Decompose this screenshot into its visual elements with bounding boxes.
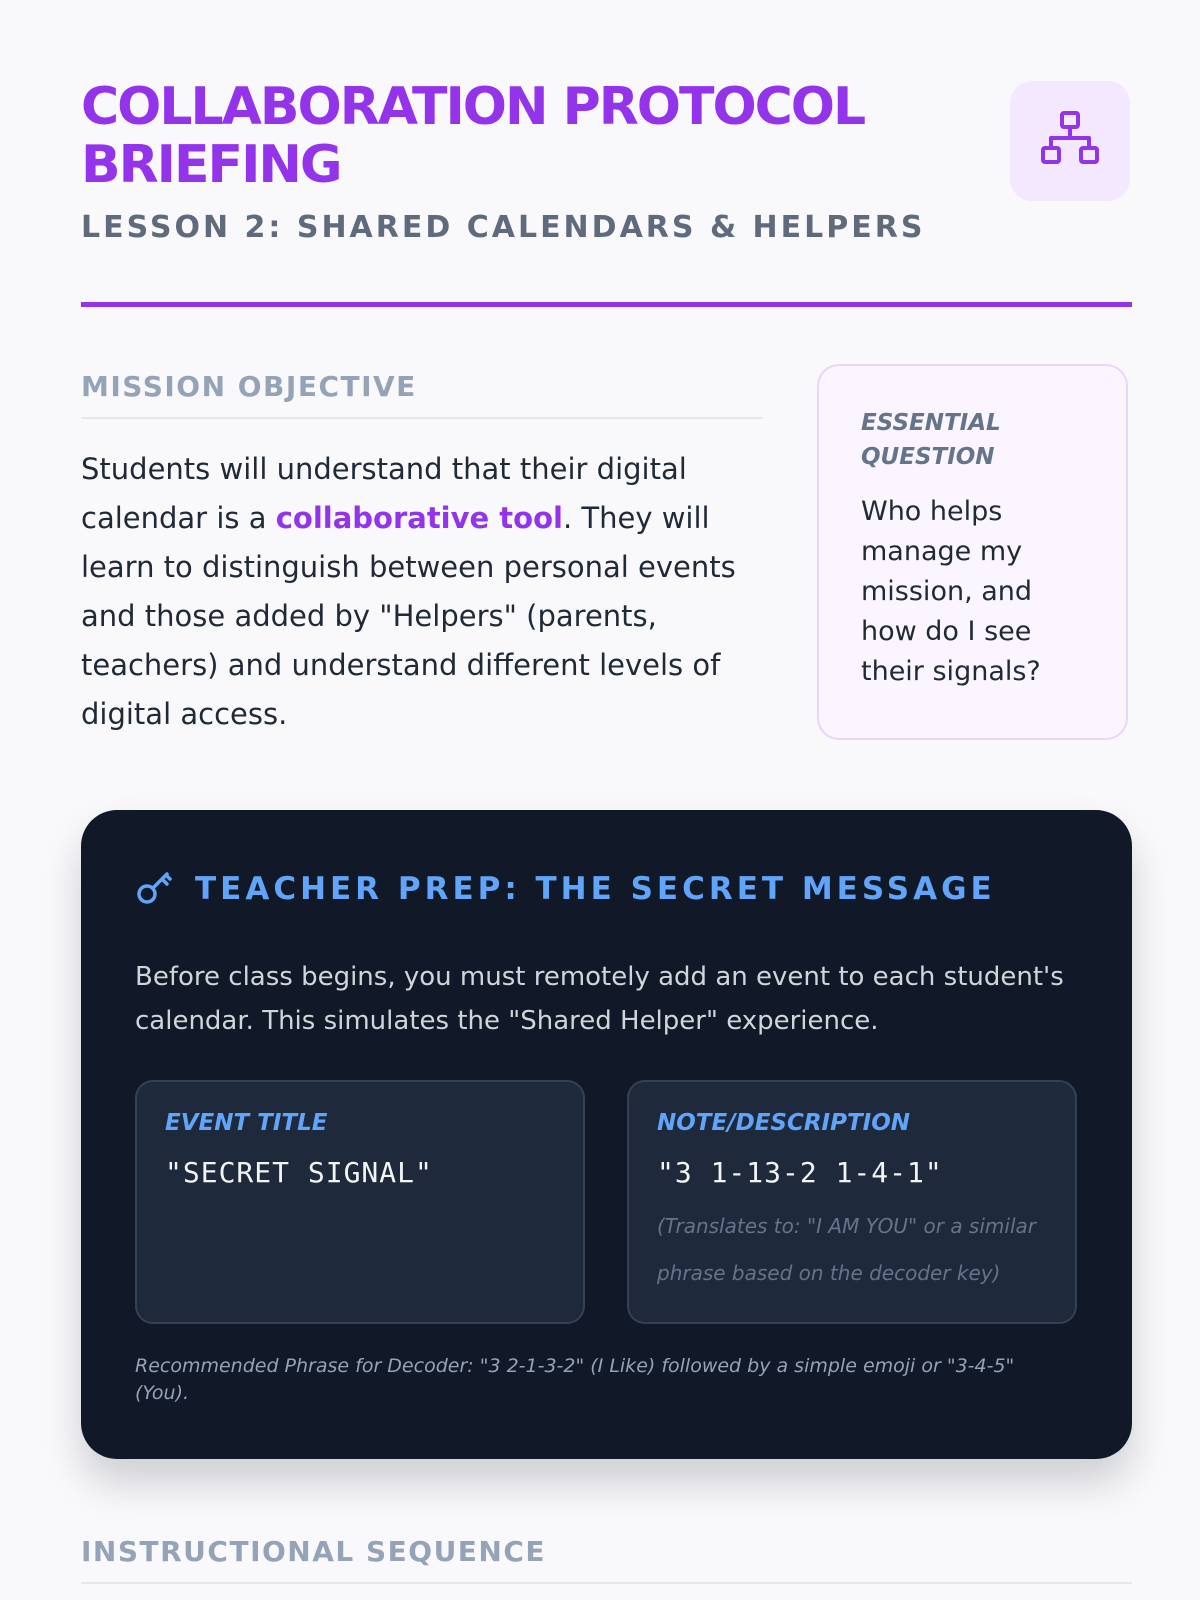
event-title-value: "SECRET SIGNAL" [165, 1156, 433, 1189]
objective-text-end: . They will learn to distinguish between personal events and those added by "Helpers" (parents, teachers) and understand different levels of digital access. [81, 501, 736, 731]
decoder-recommendation: Recommended Phrase for Decoder: "3 2-1-3-2" (I Like) followed by a simple emoji or "3-4-5" (You). [135, 1355, 1015, 1404]
mission-objective-text [81, 445, 763, 739]
teacher-prep-header [135, 868, 996, 910]
teacher-prep-title: TEACHER PREP: THE SECRET MESSAGE [195, 871, 996, 907]
teacher-prep-card [81, 810, 1132, 1459]
essential-question-label: ESSENTIAL QUESTION [861, 410, 1001, 470]
page-subtitle: LESSON 2: SHARED CALENDARS & HELPERS [81, 210, 926, 245]
instructional-sequence-label: INSTRUCTIONAL SEQUENCE [81, 1535, 547, 1568]
teacher-prep-description: Before class begins, you must remotely add an event to each student's calendar. This simulates the "Shared Helper" experience. [135, 962, 1064, 1036]
header-divider [81, 302, 1132, 307]
section-divider [81, 417, 763, 419]
mission-objective-label: MISSION OBJECTIVE [81, 370, 417, 403]
event-title-label: EVENT TITLE [165, 1110, 328, 1136]
note-description-label: NOTE/DESCRIPTION [657, 1110, 911, 1136]
note-translation: (Translates to: "I AM YOU" or a similar phrase based on the decoder key) [657, 1214, 1036, 1285]
note-description-value: "3 1-13-2 1-4-1" [657, 1156, 943, 1189]
key-icon [135, 868, 173, 910]
page-header [81, 78, 1132, 245]
event-title-box [135, 1080, 585, 1324]
network-hierarchy-icon [1010, 81, 1130, 201]
essential-question-card [817, 364, 1128, 740]
note-description-box [627, 1080, 1077, 1324]
objective-highlight: collaborative tool [275, 501, 563, 535]
instructional-sequence-section [81, 1535, 1132, 1584]
essential-question-text: Who helps manage my mission, and how do I see their signals? [861, 496, 1041, 687]
objective-text-start: Students will understand that their digital calendar is a [81, 452, 687, 535]
section-divider [81, 1582, 1132, 1584]
mission-objective-section [81, 370, 763, 739]
page-title: COLLABORATION PROTOCOL BRIEFING [81, 77, 865, 195]
